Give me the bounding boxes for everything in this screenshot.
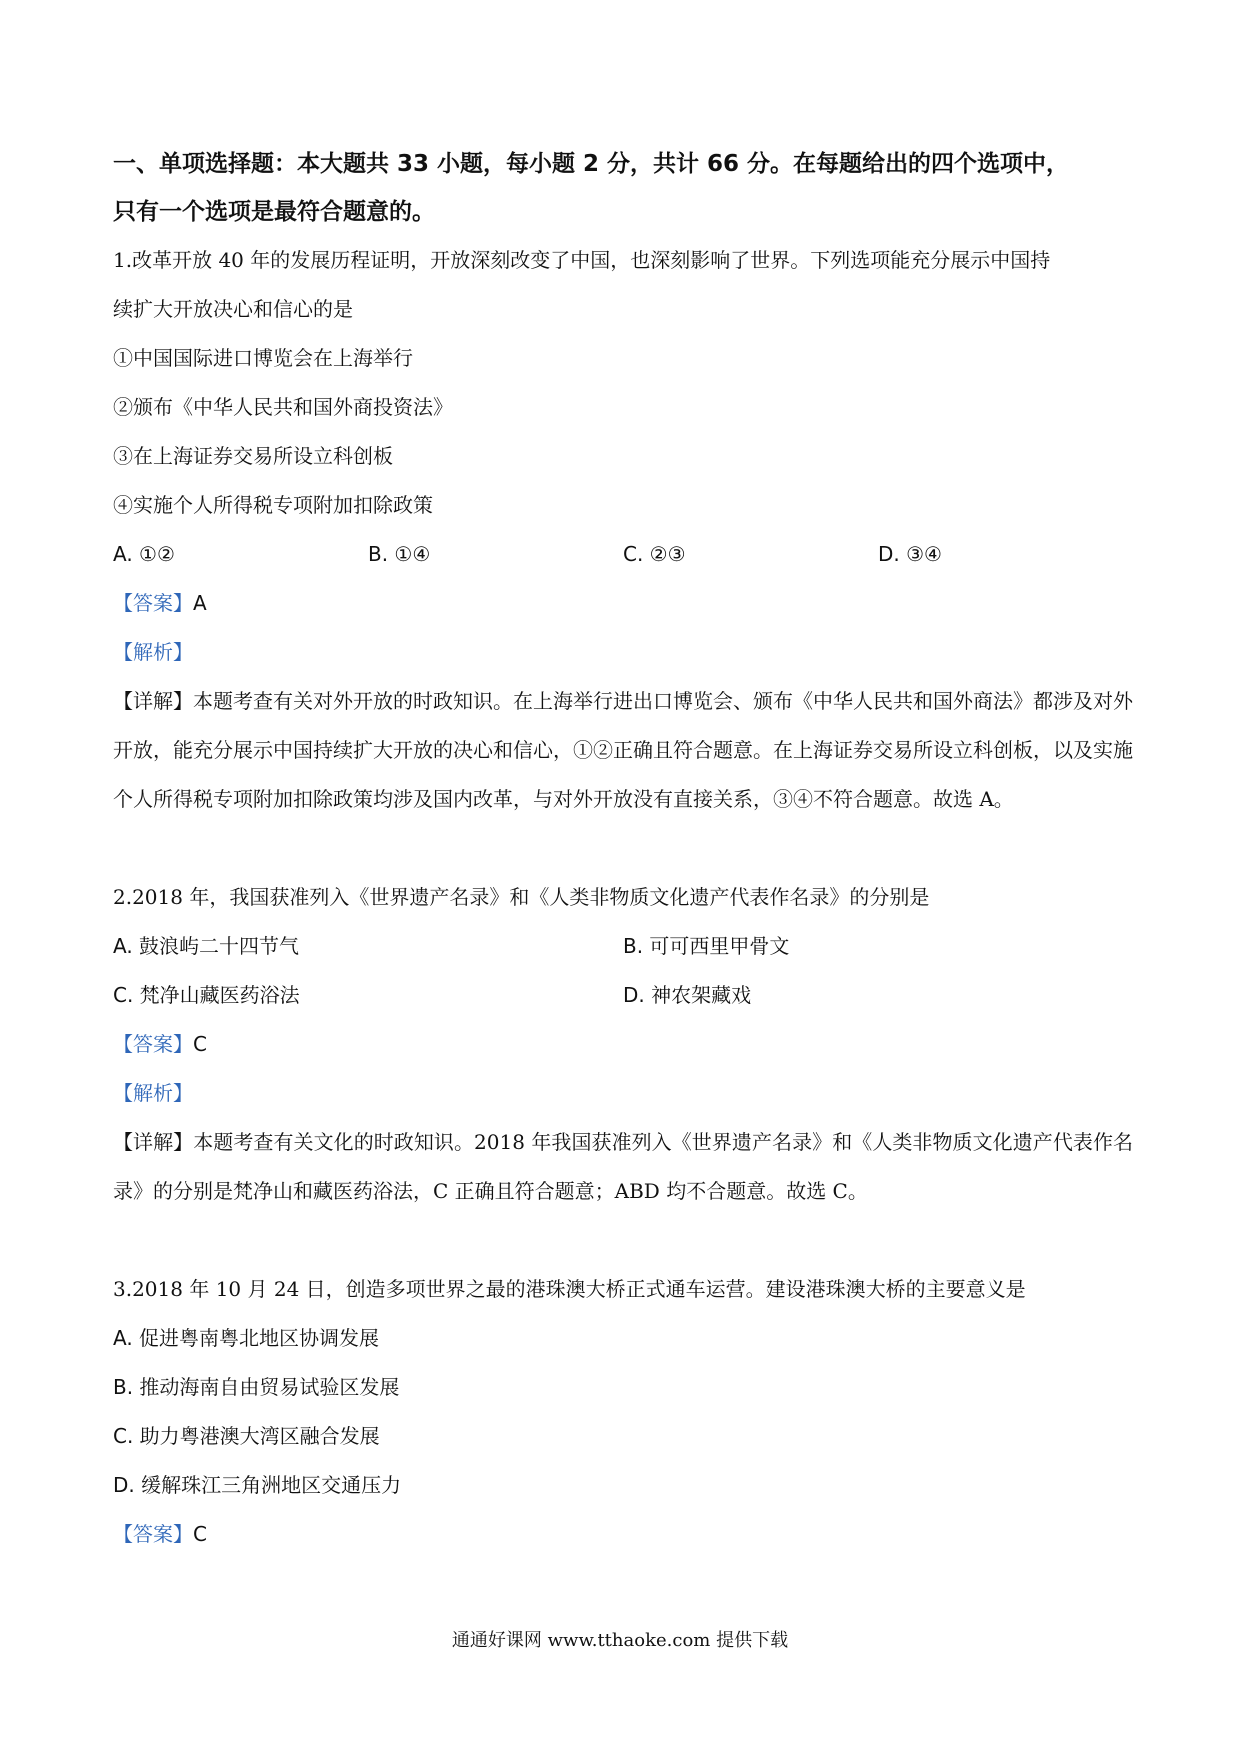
answer-tag: 【答案】	[113, 1032, 193, 1056]
q1-answer-value: A	[193, 591, 207, 615]
q2-detail-text: 本题考查有关文化的时政知识。2018 年我国获准列入《世界遗产名录》和《人类非物质文化遗产代表作名录》的分别是梵净山和藏医药浴法，C 正确且符合题意；ABD 均不合题意。故选 C。	[113, 1130, 1133, 1203]
question-1	[113, 236, 1133, 824]
q3-stem: 3.2018 年 10 月 24 日，创造多项世界之最的港珠澳大桥正式通车运营。建设港珠澳大桥的主要意义是	[113, 1277, 1026, 1301]
q1-item-3: ③在上海证券交易所设立科创板	[113, 444, 393, 468]
q2-detail	[113, 1118, 1133, 1216]
q1-item-1: ①中国国际进口博览会在上海举行	[113, 346, 413, 370]
q2-option-a: A. 鼓浪屿二十四节气	[113, 934, 300, 958]
question-2	[113, 873, 1133, 1216]
q1-detail-text: 本题考查有关对外开放的时政知识。在上海举行进出口博览会、颁布《中华人民共和国外商法》都涉及对外开放，能充分展示中国持续扩大开放的决心和信心，①②正确且符合题意。在上海证券交易所设立科创板，以及实施个人所得税专项附加扣除政策均涉及国内改革，与对外开放没有直接关系，③④不符合题意。故选 A。	[113, 689, 1133, 811]
q3-option-c: C. 助力粤港澳大湾区融合发展	[113, 1424, 380, 1448]
q2-option-c: C. 梵净山藏医药浴法	[113, 983, 300, 1007]
analysis-tag: 【解析】	[113, 640, 193, 664]
q3-option-d: D. 缓解珠江三角洲地区交通压力	[113, 1473, 402, 1497]
exam-page	[113, 140, 1133, 1559]
q1-option-d: D. ③④	[878, 542, 942, 566]
q2-answer	[113, 1020, 1133, 1069]
section-title-line1: 一、单项选择题：本大题共 33 小题，每小题 2 分，共计 66 分。在每题给出的四个选项中，	[113, 151, 1070, 177]
q2-analysis	[113, 1069, 1133, 1118]
detail-tag: 【详解】	[113, 689, 193, 713]
q2-options-row2	[113, 971, 1133, 1020]
q2-option-d: D. 神农架藏戏	[623, 983, 752, 1007]
analysis-tag: 【解析】	[113, 1081, 193, 1105]
q1-option-b: B. ①④	[368, 542, 431, 566]
q2-answer-value: C	[193, 1032, 207, 1056]
question-3	[113, 1265, 1133, 1559]
q1-option-c: C. ②③	[623, 542, 686, 566]
q1-stem-line2: 续扩大开放决心和信心的是	[113, 297, 353, 321]
q1-option-a: A. ①②	[113, 542, 175, 566]
q3-answer-value: C	[193, 1522, 207, 1546]
q3-answer	[113, 1510, 1133, 1559]
section-title-line2: 只有一个选项是最符合题意的。	[113, 199, 435, 225]
q1-detail	[113, 677, 1133, 824]
q3-option-b: B. 推动海南自由贸易试验区发展	[113, 1375, 400, 1399]
answer-tag: 【答案】	[113, 1522, 193, 1546]
q1-analysis	[113, 628, 1133, 677]
q2-stem: 2.2018 年，我国获准列入《世界遗产名录》和《人类非物质文化遗产代表作名录》的分别是	[113, 885, 930, 909]
page-footer: 通通好课网 www.tthaoke.com 提供下载	[451, 1630, 789, 1651]
q1-item-4: ④实施个人所得税专项附加扣除政策	[113, 493, 433, 517]
q1-options	[113, 530, 1133, 579]
spacer	[113, 824, 1133, 873]
q1-item-2: ②颁布《中华人民共和国外商投资法》	[113, 395, 453, 419]
spacer	[113, 1216, 1133, 1265]
q2-options-row1	[113, 922, 1133, 971]
q1-stem-line1: 1.改革开放 40 年的发展历程证明，开放深刻改变了中国，也深刻影响了世界。下列选项能充分展示中国持	[113, 248, 1051, 272]
q1-answer	[113, 579, 1133, 628]
answer-tag: 【答案】	[113, 591, 193, 615]
detail-tag: 【详解】	[113, 1130, 194, 1154]
q3-option-a: A. 促进粤南粤北地区协调发展	[113, 1326, 380, 1350]
q2-option-b: B. 可可西里甲骨文	[623, 934, 790, 958]
